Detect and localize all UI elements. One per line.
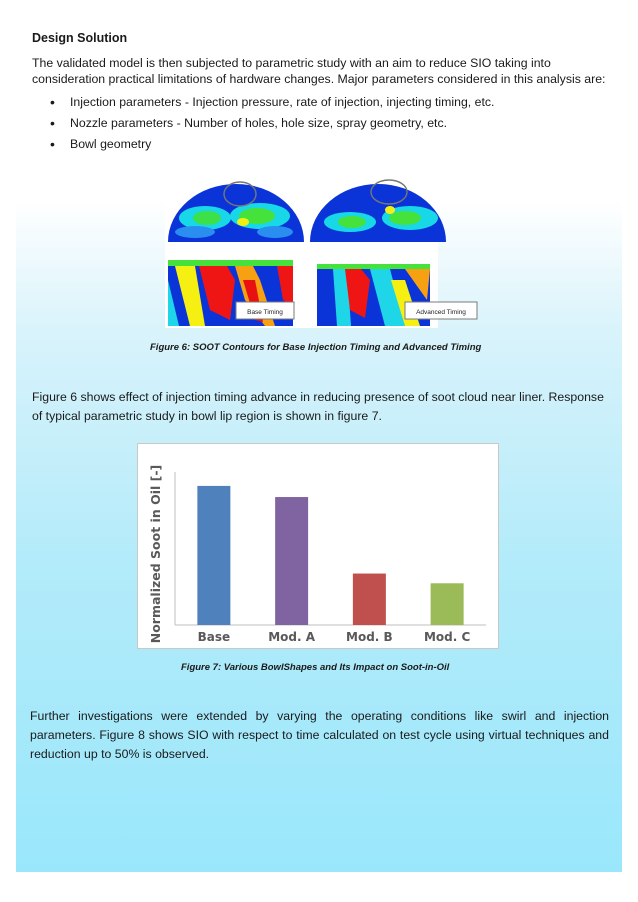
advanced-timing-label: Advanced Timing xyxy=(416,309,466,316)
soot-in-oil-chart xyxy=(137,443,499,649)
figure-6-caption: Figure 6: SOOT Contours for Base Injection Timing and Advanced Timing xyxy=(150,342,482,353)
soot-contour-figure xyxy=(165,180,466,328)
base-timing-label: Base Timing xyxy=(247,309,283,316)
x-tick-label: Mod. C xyxy=(423,630,471,644)
bar-mod-a xyxy=(275,497,308,625)
paragraph-2: Figure 6 shows effect of injection timing advance in reducing presence of soot cloud near liner. Response of typical parametric study in bowl lip region is shown in figure 7. xyxy=(32,390,604,423)
parameter-list xyxy=(50,94,494,157)
x-tick-label: Mod. B xyxy=(346,630,393,644)
figure-7-caption: Figure 7: Various BowlShapes and Its Impact on Soot-in-Oil xyxy=(181,662,450,673)
bar-mod-b xyxy=(353,574,386,625)
x-tick-label: Base xyxy=(197,630,231,644)
y-axis-label: Normalized Soot in Oil [-] xyxy=(148,464,163,644)
soot-contour-image xyxy=(165,180,466,328)
section-heading: Design Solution xyxy=(32,31,128,45)
bar-chart xyxy=(138,444,498,648)
intro-paragraph: The validated model is then subjected to parametric study with an aim to reduce SIO taking into consideration practical limitations of hardware changes. Major parameters considered in this analysis are: xyxy=(32,56,606,86)
list-item: • Bowl geometry xyxy=(50,136,494,157)
bar-mod-c xyxy=(431,583,464,625)
x-tick-label: Mod. A xyxy=(268,630,316,644)
bar-base xyxy=(197,486,230,625)
list-item: • Injection parameters - Injection pressure, rate of injection, injecting timing, etc. xyxy=(50,94,494,115)
list-item: • Nozzle parameters - Number of holes, hole size, spray geometry, etc. xyxy=(50,115,494,136)
paragraph-3: Further investigations were extended by varying the operating conditions like swirl and injection parameters. Figure 8 shows SIO with respect to time calculated on test cycle using virtual techniques and reduction up to 50% is observed. xyxy=(30,709,609,761)
